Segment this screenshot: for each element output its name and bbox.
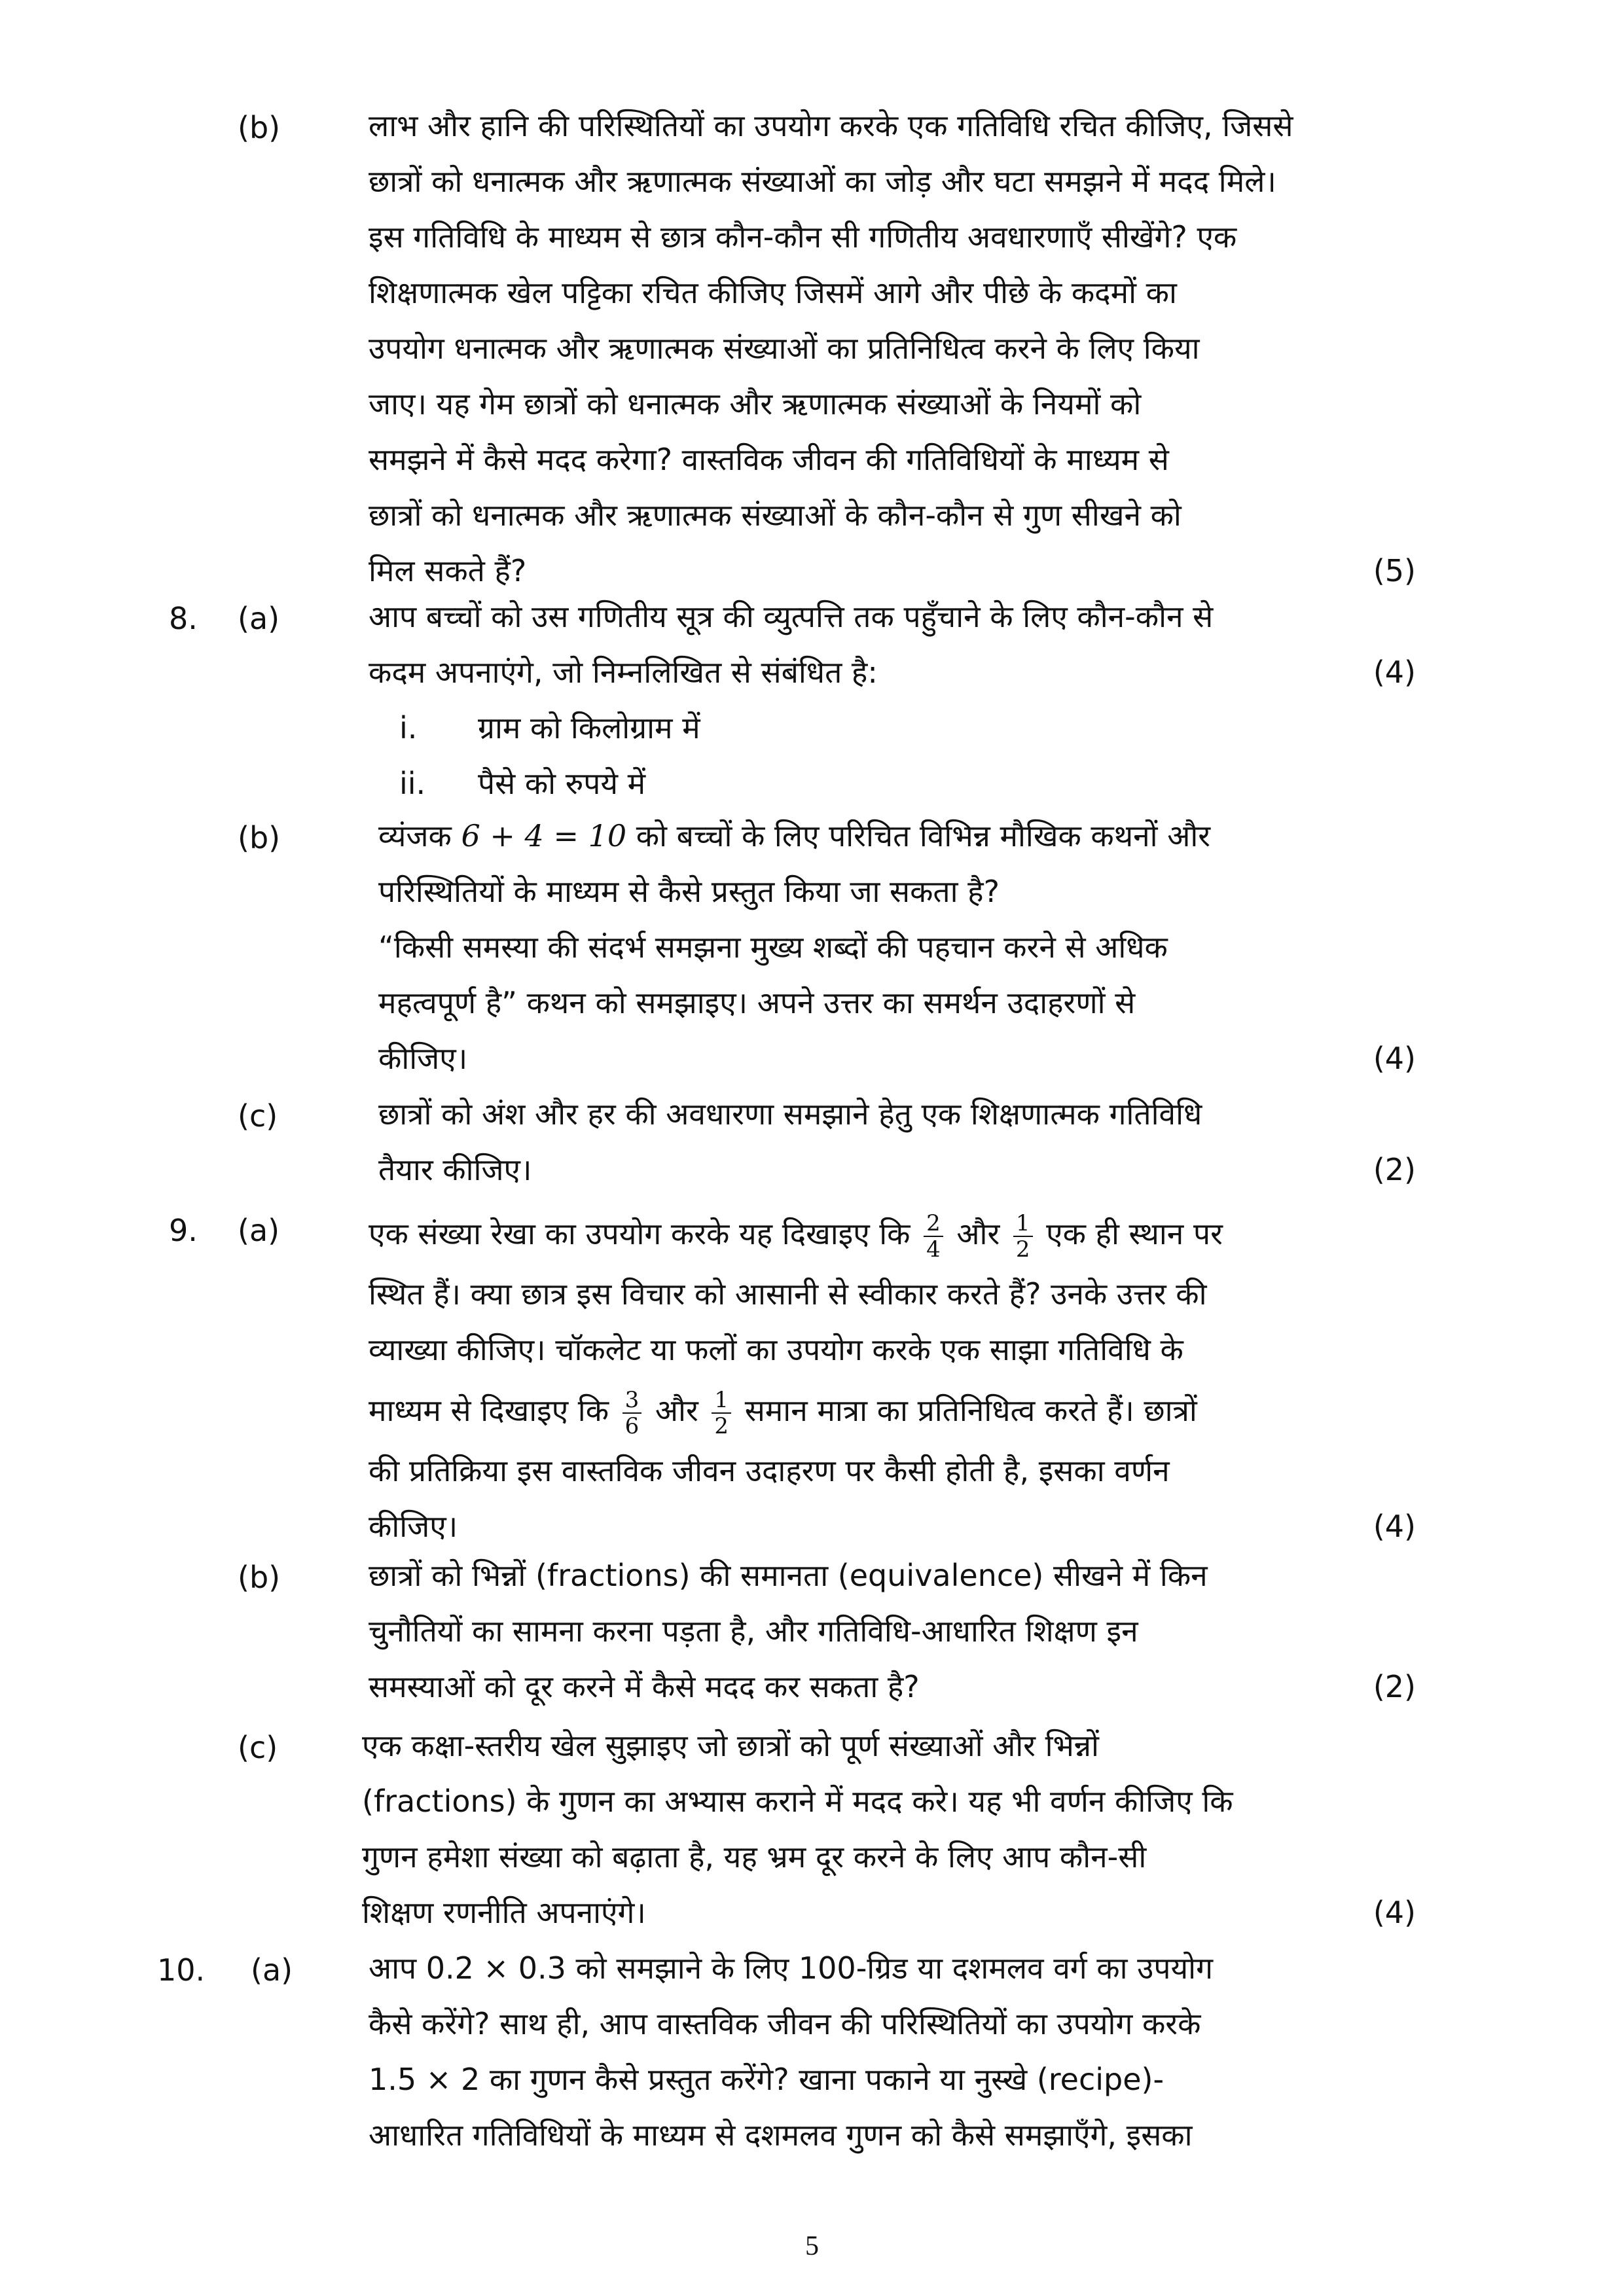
part-label: (c): [238, 1098, 278, 1134]
text-fragment: व्यंजक: [378, 818, 452, 853]
text-fragment: और: [956, 1216, 1000, 1251]
text-line: परिस्थितियों के माध्यम से कैसे प्रस्तुत किया जा सकता है?: [378, 874, 1000, 909]
text-line: स्थित हैं। क्या छात्र इस विचार को आसानी से स्वीकार करते हैं? उनके उत्तर की: [369, 1276, 1207, 1312]
text-line: छात्रों को अंश और हर की अवधारणा समझाने हेतु एक शिक्षणात्मक गतिविधि: [378, 1096, 1202, 1132]
text-line: एक कक्षा-स्तरीय खेल सुझाइए जो छात्रों को पूर्ण संख्याओं और भिन्नों: [362, 1728, 1099, 1763]
text-line: समझने में कैसे मदद करेगा? वास्तविक जीवन की गतिविधियों के माध्यम से: [369, 442, 1169, 477]
text-line: कीजिए।: [378, 1041, 468, 1076]
text-line: तैयार कीजिए।: [378, 1152, 532, 1187]
text-line: व्याख्या कीजिए। चॉकलेट या फलों का उपयोग करके एक साझा गतिविधि के: [369, 1332, 1183, 1367]
part-label: (b): [238, 1560, 281, 1595]
text-line: गुणन हमेशा संख्या को बढ़ाता है, यह भ्रम दूर करने के लिए आप कौन-सी: [362, 1839, 1147, 1874]
page-number: 5: [805, 2231, 819, 2261]
math-expression: 6 + 4 = 10: [461, 818, 627, 853]
text-line: महत्वपूर्ण है” कथन को समझाइए। अपने उत्तर का समर्थन उदाहरणों से: [378, 985, 1136, 1020]
question-number: 10.: [157, 1952, 206, 1988]
denominator: 2: [1015, 1236, 1030, 1263]
denominator: 6: [624, 1412, 640, 1439]
text-line: 1.5 × 2 का गुणन कैसे प्रस्तुत करेंगे? खाना पकाने या नुस्खे (recipe)-: [369, 2062, 1164, 2097]
text-line: लाभ और हानि की परिस्थितियों का उपयोग करके एक गतिविधि रचित कीजिए, जिससे: [369, 108, 1293, 143]
text-line: कैसे करेंगे? साथ ही, आप वास्तविक जीवन की परिस्थितियों का उपयोग करके: [369, 2006, 1201, 2041]
marks: (4): [1373, 655, 1416, 690]
text-line: मिल सकते हैं?: [369, 553, 527, 588]
text-line: आप बच्चों को उस गणितीय सूत्र की व्युत्पत्ति तक पहुँचाने के लिए कौन-कौन से: [369, 599, 1214, 634]
marks: (4): [1373, 1895, 1416, 1930]
marks: (2): [1373, 1669, 1416, 1704]
text-line: “किसी समस्या की संदर्भ समझना मुख्य शब्दों की पहचान करने से अधिक: [378, 929, 1168, 965]
marks: (4): [1373, 1509, 1416, 1544]
fraction: [924, 1211, 943, 1262]
part-label: (c): [238, 1730, 278, 1765]
item-text: पैसे को रुपये में: [478, 766, 646, 801]
denominator: 2: [714, 1412, 729, 1439]
part-label: (b): [238, 110, 281, 145]
item-text: ग्राम को किलोग्राम में: [478, 710, 700, 745]
text-fragment: को बच्चों के लिए परिचित विभिन्न मौखिक कथनों और: [636, 818, 1211, 853]
question-text: [362, 1718, 1435, 1941]
text-fragment: एक संख्या रेखा का उपयोग करके यह दिखाइए कि: [369, 1216, 911, 1251]
text-line: कदम अपनाएंगे, जो निम्नलिखित से संबंधित है:: [369, 655, 878, 690]
question-number: 8.: [169, 601, 198, 636]
text-line: आधारित गतिविधियों के माध्यम से दशमलव गुणन को कैसे समझाएँगे, इसका: [369, 2117, 1193, 2153]
question-text: [378, 808, 1452, 1086]
marks: (4): [1373, 1041, 1416, 1076]
text-line: [378, 808, 1452, 864]
text-fragment: एक ही स्थान पर: [1046, 1216, 1223, 1251]
text-fragment: माध्यम से दिखाइए कि: [369, 1393, 609, 1428]
marks: (2): [1373, 1152, 1416, 1187]
text-line: समस्याओं को दूर करने में कैसे मदद कर सकता है?: [369, 1669, 920, 1704]
question-text: [369, 1201, 1442, 1554]
text-line: छात्रों को धनात्मक और ऋणात्मक संख्याओं के कौन-कौन से गुण सीखने को: [369, 497, 1182, 533]
text-line: (fractions) के गुणन का अभ्यास कराने में मदद करे। यह भी वर्णन कीजिए कि: [362, 1784, 1233, 1819]
text-line: शिक्षणात्मक खेल पट्टिका रचित कीजिए जिसमें आगे और पीछे के कदमों का: [369, 275, 1177, 310]
question-number: 9.: [169, 1213, 198, 1248]
question-text: [369, 98, 1442, 599]
text-line: [369, 1201, 1442, 1266]
question-text: [369, 1548, 1442, 1715]
text-line: उपयोग धनात्मक और ऋणात्मक संख्याओं का प्रतिनिधित्व करने के लिए किया: [369, 331, 1200, 366]
text-line: जाए। यह गेम छात्रों को धनात्मक और ऋणात्मक संख्याओं के नियमों को: [369, 386, 1142, 422]
text-line: शिक्षण रणनीति अपनाएंगे।: [362, 1895, 646, 1930]
fraction: [623, 1388, 642, 1439]
text-line: की प्रतिक्रिया इस वास्तविक जीवन उदाहरण पर कैसी होती है, इसका वर्णन: [369, 1453, 1170, 1488]
question-text: [369, 1941, 1442, 2163]
fraction: [712, 1388, 731, 1439]
numerator: 1: [1013, 1211, 1033, 1237]
text-line: छात्रों को धनात्मक और ऋणात्मक संख्याओं का जोड़ और घटा समझने में मदद मिले।: [369, 164, 1276, 199]
text-line: चुनौतियों का सामना करना पड़ता है, और गतिविधि-आधारित शिक्षण इन: [369, 1613, 1138, 1649]
part-label: (b): [238, 820, 281, 855]
question-text: [378, 1086, 1452, 1198]
numerator: 2: [924, 1211, 943, 1237]
text-fragment: और: [655, 1393, 698, 1428]
question-text: [369, 589, 1442, 700]
part-label: (a): [238, 1213, 280, 1248]
part-label: (a): [251, 1952, 293, 1988]
numerator: 3: [623, 1388, 642, 1414]
part-label: (a): [238, 601, 280, 636]
text-line: आप 0.2 × 0.3 को समझाने के लिए 100-ग्रिड या दशमलव वर्ग का उपयोग: [369, 1950, 1213, 1986]
text-fragment: समान मात्रा का प्रतिनिधित्व करते हैं। छात्रों: [744, 1393, 1197, 1428]
text-line: इस गतिविधि के माध्यम से छात्र कौन-कौन सी गणितीय अवधारणाएँ सीखेंगे? एक: [369, 219, 1237, 255]
item-label: i.: [399, 710, 418, 745]
text-line: छात्रों को भिन्नों (fractions) की समानता (equivalence) सीखने में किन: [369, 1558, 1208, 1593]
text-line: कीजिए।: [369, 1509, 458, 1544]
numerator: 1: [712, 1388, 731, 1414]
denominator: 4: [926, 1236, 941, 1263]
item-label: ii.: [399, 766, 426, 801]
text-line: [369, 1378, 1442, 1443]
marks: (5): [1373, 553, 1416, 588]
fraction: [1013, 1211, 1033, 1262]
